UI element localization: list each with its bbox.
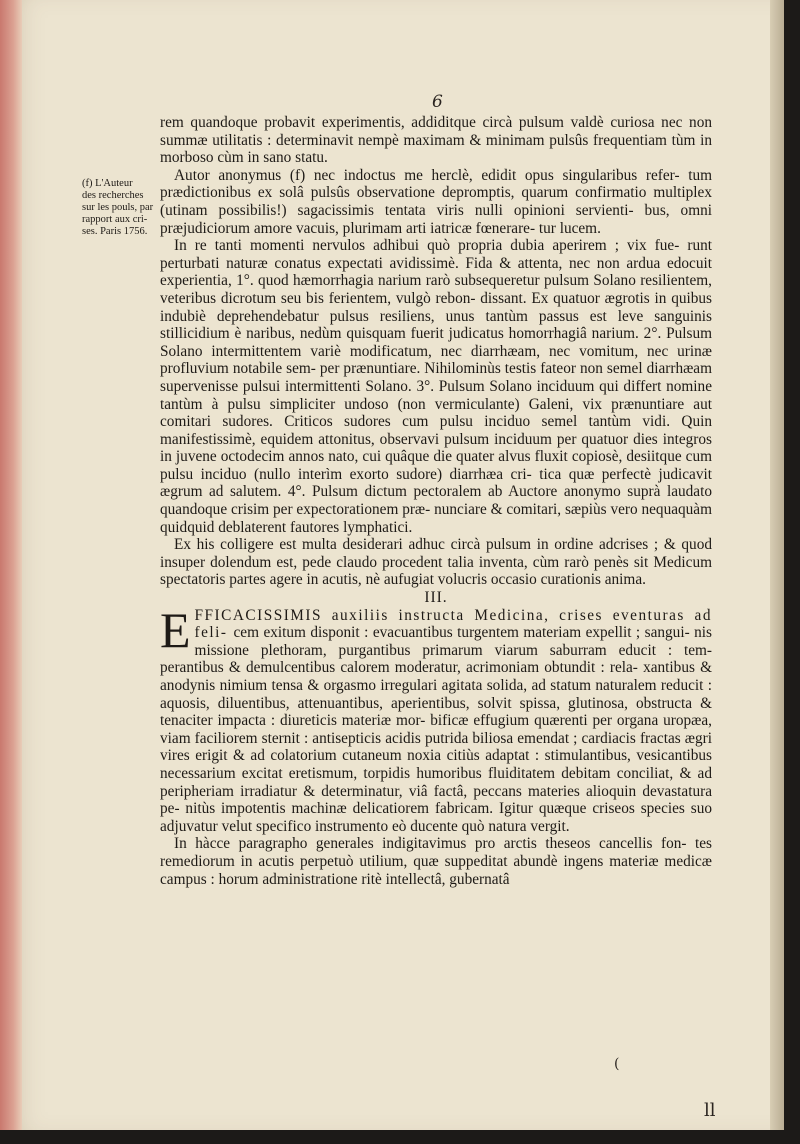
section-heading: III. — [424, 589, 448, 607]
page-edge-right — [770, 0, 784, 1130]
body-text — [160, 114, 712, 888]
text-line: dissant. Ex quatuor ægrotis in quibus indubiè deprehendebatur pulsus resiliens, — [160, 289, 712, 325]
paragraph — [160, 237, 712, 536]
paragraph — [160, 536, 712, 589]
text-line: frequentiam tùm in morboso cùm in sano statu. — [160, 131, 712, 167]
page-edge-left — [0, 0, 22, 1130]
paragraph — [160, 114, 712, 167]
marginal-note-line: ses. Paris 1756. — [82, 226, 148, 237]
paragraph — [160, 601, 713, 836]
text-line: nunciare & comitari, sæpiùs vero nequaquàm quidquid deblaterent fautores — [160, 501, 712, 536]
text-line: runt perturbati naturæ conatus expectati avidissimè. Fida & attenta, nec non — [160, 237, 712, 272]
text-line: rem quandoque probavit experimentis, addiditque circà pulsum valdè curiosa — [160, 114, 662, 131]
paragraph — [160, 835, 712, 888]
text-line: tum prædictionibus ex solâ pulsûs observatione depromptis, quarum confirmatio — [160, 166, 712, 202]
ink-mark: ll — [704, 1100, 716, 1121]
text-line: suo adjuvatur velut specifico instrumento eò ducente quò natura vergit. — [160, 800, 713, 835]
marginal-note-line: (f) L'Auteur — [82, 178, 133, 189]
text-line: fuerit judicatus homorrhagiâ narium. 2°. Pulsum Solano intermittentem variè — [160, 325, 713, 360]
text-line: aut comitari sudores. Criticos sudores cum pulsu inciduo semel tantùm vidi. — [160, 395, 712, 431]
marginal-note-line: rapport aux cri- — [82, 214, 148, 225]
paragraph — [160, 167, 712, 237]
text-line: materiæ medicæ campus : horum administratione ritè intellectâ, gubernatâ — [160, 852, 712, 888]
text-line: perantibus & demulcentibus calorem moderatur, acrimoniam obtundit : rela- — [160, 659, 644, 677]
text-line: Quin manifestissimè, equidem attonitus, observavi pulsum inciduum per quatuor — [160, 413, 712, 448]
text-line: cem exitum disponit : evacuantibus turgentem materiam expellit ; sangui- — [233, 624, 695, 642]
text-line: tes remediorum in acutis perpetuò utilium, quæ suppeditat abundè ingens — [160, 835, 712, 870]
drop-cap: E — [160, 601, 191, 658]
text-line: & quod insuper dolendum est, pede claudo procedent talia inventa, cùm — [160, 536, 712, 571]
text-line: pulsum Solano resilientem, veteribus dicrotum seu bis ferientem, vulgò rebon- — [160, 272, 712, 307]
text-line: nec non summæ utilitatis : determinavit nempè maximam & minimam pulsûs — [160, 114, 712, 149]
text-line: tantùm à pulsu simpliciter undoso (non vermiculante) Galeni, vix prænuntiare — [160, 395, 694, 413]
text-line: In hàcce paragrapho generales indigitavimus pro arctis theseos cancellis fon- — [174, 835, 695, 853]
text-line: Ex his colligere est multa desiderari adhuc circà pulsum in ordine adcrises ; — [174, 536, 664, 554]
text-line: acidis putrida biliosa emendat ; cardiacis fractas ægri vires erigit & ad colatorium — [160, 729, 712, 765]
text-line: bus, omni præjudiciorum amore vacuis, plurimam arti iatricæ fœnerare- — [160, 201, 712, 237]
text-line: per prænuntiare. Nihilominùs testis fateor non semel diarrhæam supervenisse — [160, 360, 712, 395]
text-line: copiosè, desiitque cum pulsu inciduo (nullo interìm exorto sudore) diarrhæa cri- — [160, 448, 712, 483]
text-line: xantibus & anodynis nimium tensa & orgasmo irregulari agitata solida, ad — [160, 659, 712, 694]
ink-mark: ( — [614, 1056, 620, 1072]
text-line: unus tantùm passus est leve sanguinis stillicidium è naribus, nedùm quisquam — [160, 307, 712, 343]
text-line: tica quæ perfectè judicavit ægrum ad salutem. 4°. Pulsum dictum pectoralem ab — [160, 465, 712, 501]
text-line: modificatum, nec diarrhæam, nec vomitum, nec urinæ profluvium notabile sem- — [160, 342, 712, 378]
marginal-note-line: des recherches — [82, 190, 144, 201]
text-line: nitùs impotentis machinæ delicatiorem fabricam. Igitur quæque criseos species — [185, 800, 691, 818]
text-line: bificæ effugium quærenti per organa uropæa, viam faciliorem sternit : antisepticis — [160, 712, 712, 747]
text-line: dies integros in juvene octodecim annos nato, cui quâque die quater alvus fluxit — [160, 430, 712, 466]
text-line: In re tanti momenti nervulos adhibui quò propria dubia aperirem ; vix fue- — [174, 237, 688, 255]
text-line: nis missione plethoram, purgantibus primarum viarum saburram educit : tem- — [194, 624, 712, 659]
text-line: lymphatici. — [343, 518, 413, 536]
text-line: FFICACISSIMIS auxiliis instructa Medicina, crises eventuras ad feli- — [194, 606, 712, 642]
text-line: statum naturalem reducit : aquosis, diluentibus, attenuantibus, aperientibus, — [160, 677, 712, 712]
text-line: Auctore anonymo suprà laudato quandoque crisim per expectorationem præ- — [160, 483, 712, 519]
text-line: ardua edocuit experientia, 1°. quod hæmorrhagia narium rarò subsequeretur — [160, 254, 712, 290]
text-line: pulsui intermittenti Solano. 3°. Pulsum Solano inciduum qui differt nomine — [242, 377, 712, 395]
marginal-note-line: sur les pouls, par — [82, 202, 154, 213]
text-line: cutaneum noxia citiùs adaptat : stimulantibus, vesicantibus necessarium excitat — [160, 747, 713, 782]
page-number: 6 — [432, 92, 443, 112]
text-line: multiplex (utinam possibilis!) sagacissimis tentata viris nulli opinioni servienti- — [160, 184, 712, 219]
text-line: tur lucem. — [538, 219, 601, 237]
text-line: eretismum, torpidis humoribus fluiditatem debitam conciliat, & ad peripheriam — [160, 764, 712, 800]
text-line: Autor anonymus (f) nec indoctus me herclè, edidit opus singularibus refer- — [174, 166, 689, 184]
text-line: occasio curationis anima. — [490, 571, 646, 589]
text-line: rarò penès sit Medicum spectatoris partes agere in acutis, nè aufugiat volucris — [160, 553, 712, 589]
text-line: solvit spissa, glutinosa, obstructa & tenaciter impacta : diureticis materiæ mor- — [160, 694, 712, 730]
marginal-note — [82, 178, 156, 238]
text-line: irradiatur & determinatur, viâ factâ, peccans materies alioquin devastatura pe- — [160, 782, 712, 818]
